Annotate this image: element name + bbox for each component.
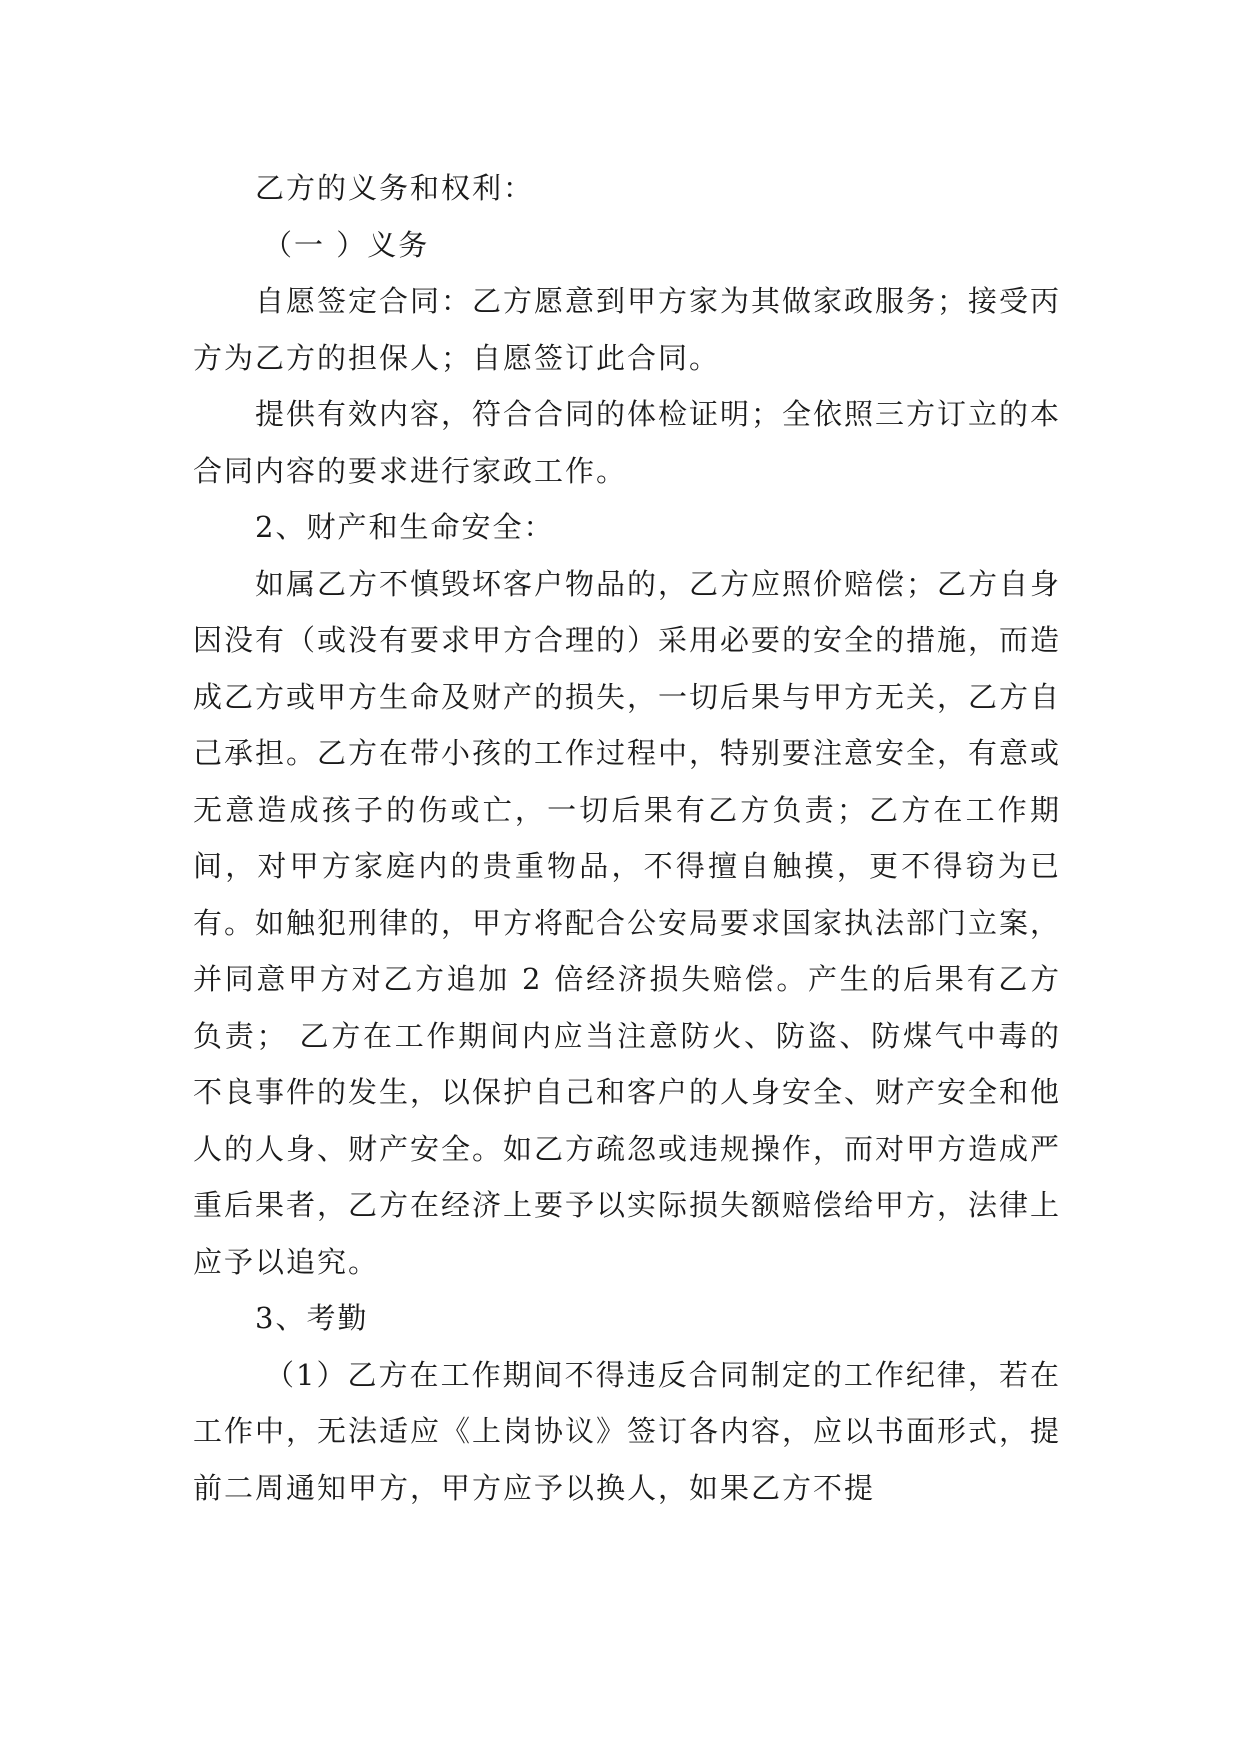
heading-party-b-duties-rights: 乙方的义务和权利：	[255, 171, 535, 205]
paragraph-property-life-safety: 如属乙方不慎毁坏客户物品的，乙方应照价赔偿；乙方自身因没有（或没有要求甲方合理的）采用必要的安全的措施，而造成乙方或甲方生命及财产的损失，一切后果与甲方无关，乙方自己承担。乙方在带小孩的工作过程中，特别要注意安全，有意或无意造成孩子的伤或亡，一切后果有乙方负责；乙方在工作期间，对甲方家庭内的贵重物品，不得擅自触摸，更不得窃为已有。如触犯刑律的，甲方将配合公安局要求国家执法部门立案，并同意甲方对乙方追加 2 倍经济损失赔偿。产生的后果有乙方负责； 乙方在工作期间内应当注意防火、防盗、防煤气中毒的不良事件的发生，以保护自己和客户的人身安全、财产安全和他人的人身、财产安全。如乙方疏忽或违规操作，而对甲方造成严重后果者，乙方在经济上要予以实际损失额赔偿给甲方，法律上应予以追究。	[193, 566, 1062, 1279]
paragraph-health-certificate: 提供有效内容，符合合同的体检证明；全依照三方订立的本合同内容的要求进行家政工作。	[193, 397, 1062, 488]
item-2-title: 2、财产和生命安全：	[255, 510, 555, 544]
item-3-title: 3、考勤	[255, 1301, 369, 1335]
document-body	[193, 160, 1061, 1516]
paragraph-attendance-1: （1）乙方在工作期间不得违反合同制定的工作纪律，若在工作中，无法适应《上岗协议》签订各内容，应以书面形式，提前二周通知甲方，甲方应予以换人，如果乙方不提	[193, 1357, 1062, 1505]
paragraph-voluntary-contract: 自愿签定合同：乙方愿意到甲方家为其做家政服务；接受丙方为乙方的担保人；自愿签订此合同。	[193, 284, 1062, 375]
section-duties-title: （一 ）义务	[263, 227, 430, 262]
